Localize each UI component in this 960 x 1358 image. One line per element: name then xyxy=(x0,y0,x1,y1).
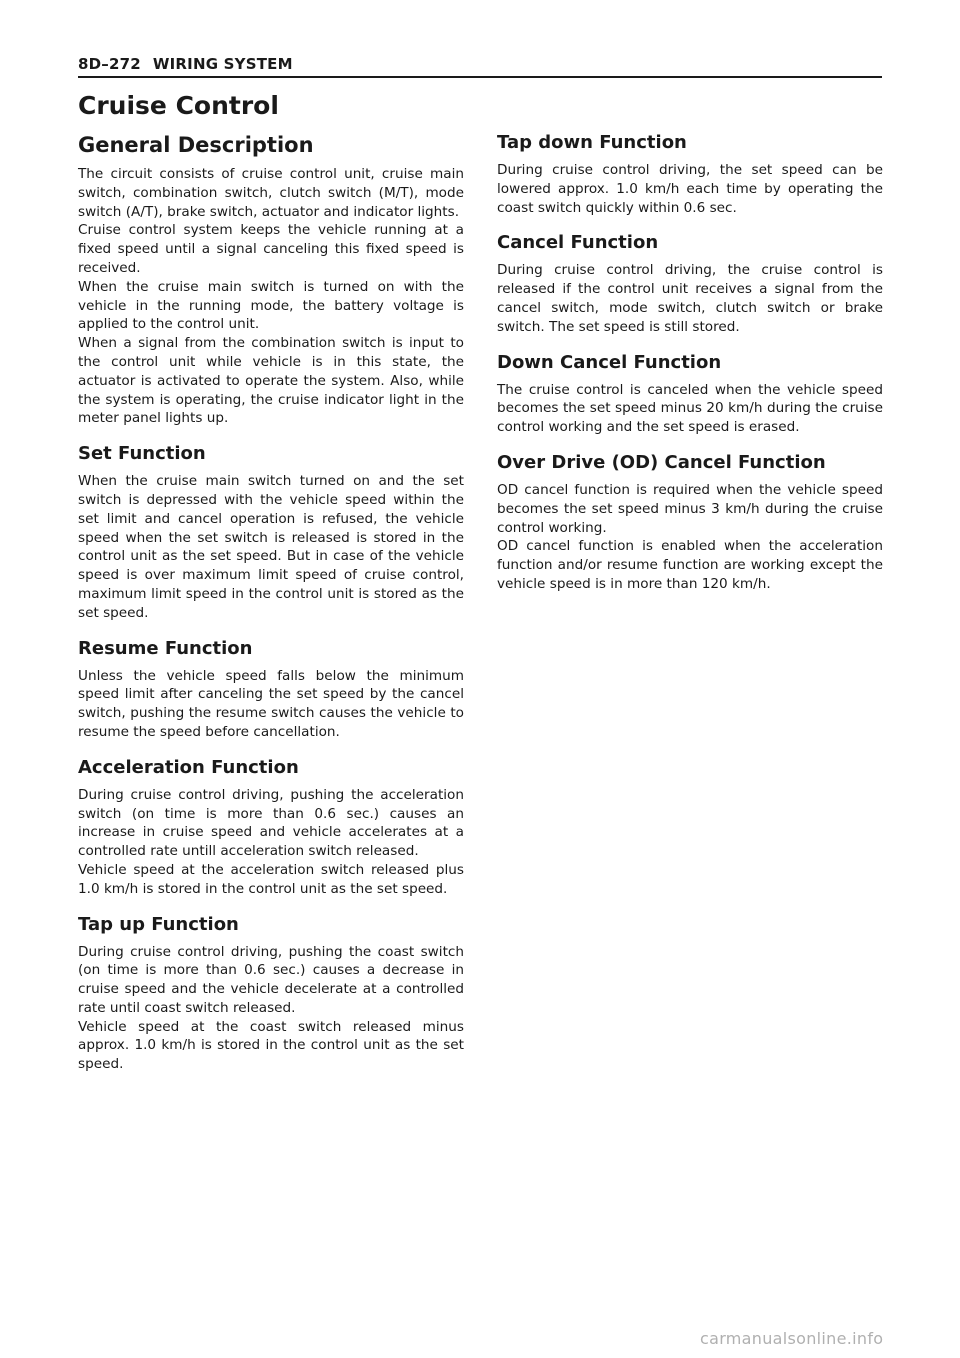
section-heading: Set Function xyxy=(78,443,206,465)
section-set-function xyxy=(78,442,464,622)
page-header xyxy=(78,55,882,78)
section-down-cancel-function xyxy=(497,351,883,437)
section-acceleration-function xyxy=(78,756,464,899)
section-general-description xyxy=(78,131,464,428)
section-name: WIRING SYSTEM xyxy=(152,55,293,73)
section-heading: Resume Function xyxy=(78,637,253,659)
section-heading: General Description xyxy=(78,133,314,157)
left-column xyxy=(78,131,464,1088)
paragraph: Cruise control system keeps the vehicle running at a fixed speed until a signal canceling this fixed speed is received. xyxy=(78,222,464,276)
section-heading: Tap up Function xyxy=(78,913,239,935)
paragraph: Vehicle speed at the acceleration switch released plus 1.0 km/h is stored in the control unit as the set speed. xyxy=(78,861,464,897)
page-number: 8D–272 xyxy=(78,55,141,73)
page-title: Cruise Control xyxy=(78,91,279,120)
paragraph: When the cruise main switch turned on and the set switch is depressed with the vehicle speed within the set limit and cancel operation is refused, the vehicle speed when the set switch is released is stored in the control unit as the set speed. But in case of the vehicle speed is over maximum limit speed of cruise control, maximum limit speed in the control unit is stored as the set speed. xyxy=(78,473,464,621)
right-column xyxy=(497,131,883,608)
paragraph: During cruise control driving, the cruise control is released if the control unit receives a signal from the cancel switch, mode switch, clutch switch or brake switch. The set speed is still stored. xyxy=(497,262,883,335)
paragraph: When the cruise main switch is turned on with the vehicle in the running mode, the battery voltage is applied to the control unit. xyxy=(78,278,464,333)
section-resume-function xyxy=(78,637,464,742)
paragraph: Vehicle speed at the coast switch released minus approx. 1.0 km/h is stored in the control unit as the set speed. xyxy=(78,1018,464,1073)
paragraph: During cruise control driving, pushing the acceleration switch (on time is more than 0.6 sec.) causes an increase in cruise speed and vehicle accelerates at a controlled rate untill acceleration switch released. xyxy=(78,786,464,860)
section-tap-down-function xyxy=(497,131,883,217)
section-heading: Cancel Function xyxy=(497,232,659,254)
paragraph: OD cancel function is required when the vehicle speed becomes the set speed minus 3 km/h during the cruise control working. xyxy=(497,481,883,536)
paragraph: Unless the vehicle speed falls below the minimum speed limit after canceling the set speed by the cancel switch, pushing the resume switch causes the vehicle to resume the speed before cancellation. xyxy=(78,667,464,740)
paragraph: During cruise control driving, pushing the coast switch (on time is more than 0.6 sec.) causes a decrease in cruise speed and the vehicle decelerate at a controlled rate until coast switch released. xyxy=(78,943,464,1016)
watermark: carmanualsonline.info xyxy=(700,1329,884,1348)
section-heading: Tap down Function xyxy=(497,132,687,153)
section-heading: Acceleration Function xyxy=(78,756,299,778)
section-over-drive-od-cancel-function xyxy=(497,451,883,594)
section-heading: Down Cancel Function xyxy=(497,351,722,373)
paragraph: When a signal from the combination switch is input to the control unit while vehicle is in this state, the actuator is activated to operate the system. Also, while the system is operating, the cruise indicator light in the meter panel lights up. xyxy=(78,335,464,427)
paragraph: The cruise control is canceled when the vehicle speed becomes the set speed minus 20 km/h during the cruise control working and the set speed is erased. xyxy=(497,381,883,436)
paragraph: The circuit consists of cruise control unit, cruise main switch, combination switch, clutch switch (M/T), mode switch (A/T), brake switch, actuator and indicator lights. xyxy=(78,166,464,220)
paragraph: OD cancel function is enabled when the acceleration function and/or resume function are working except the vehicle speed is in more than 120 km/h. xyxy=(497,538,883,592)
section-tap-up-function xyxy=(78,913,464,1075)
section-heading: Over Drive (OD) Cancel Function xyxy=(497,451,826,473)
section-cancel-function xyxy=(497,231,883,336)
paragraph: During cruise control driving, the set speed can be lowered approx. 1.0 km/h each time by operating the coast switch quickly within 0.6 sec. xyxy=(497,162,883,216)
